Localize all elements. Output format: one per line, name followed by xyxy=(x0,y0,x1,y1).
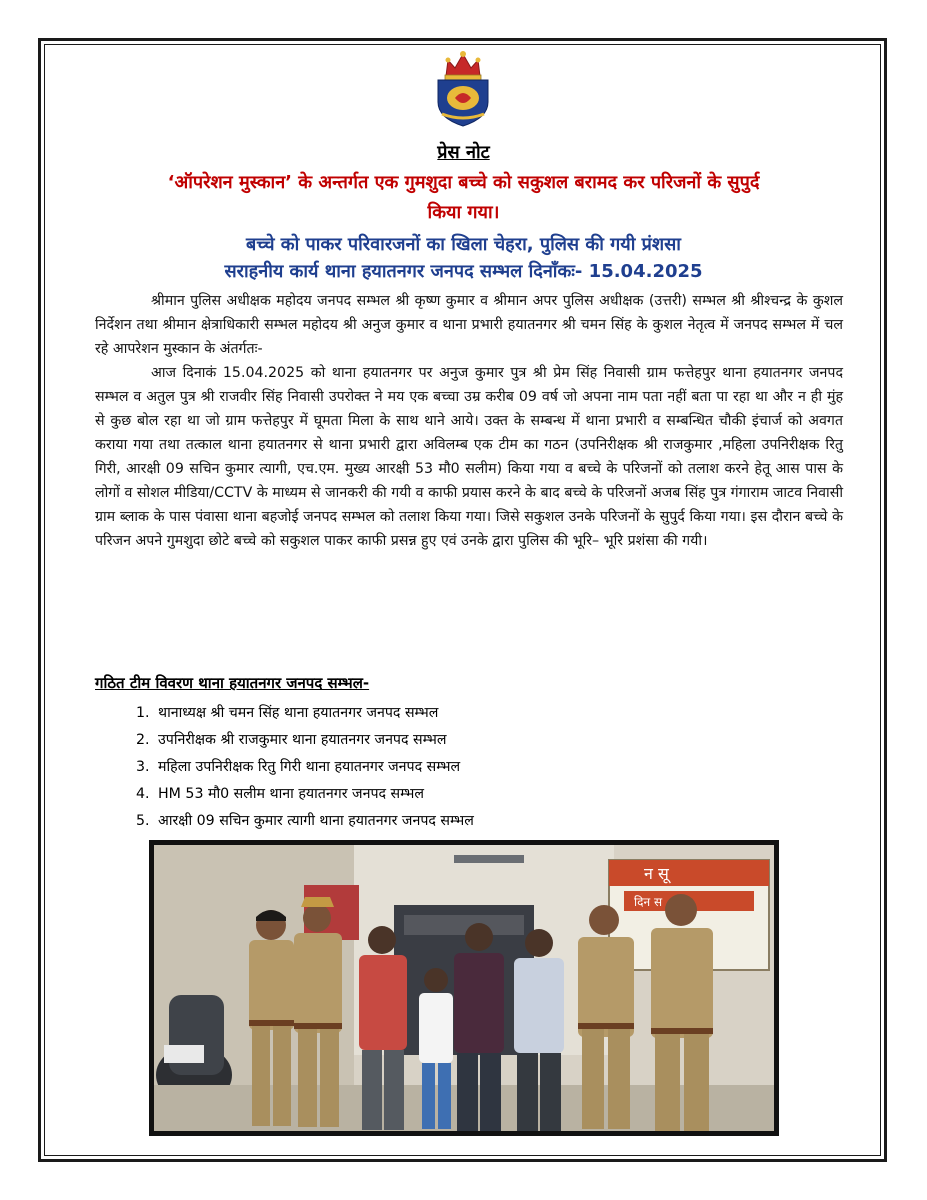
group-photo xyxy=(149,840,779,1136)
headline-line2: किया गया। xyxy=(427,202,500,223)
sign-text: न सू xyxy=(644,864,669,883)
sign-text-2: दिन स xyxy=(634,895,663,909)
list-item: 1. थानाध्यक्ष श्री चमन सिंह थाना हयातनगर जनपद सम्भल xyxy=(136,705,439,721)
press-note-title: प्रेस नोट xyxy=(437,142,490,163)
list-item: 2. उपनिरीक्षक श्री राजकुमार थाना हयातनगर जनपद सम्भल xyxy=(136,732,447,748)
team-heading: गठित टीम विवरण थाना हयातनगर जनपद सम्भल- xyxy=(95,674,370,692)
list-item: 3. महिला उपनिरीक्षक रितु गिरी थाना हयातनगर जनपद सम्भल xyxy=(136,759,461,775)
subheadline: बच्चे को पाकर परिवारजनों का खिला चेहरा, पुलिस की गयी प्रंशसा xyxy=(246,234,681,255)
list-item: 5. आरक्षी 09 सचिन कुमार त्यागी थाना हयातनगर जनपद सम्भल xyxy=(136,813,474,829)
paragraph-intro: श्रीमान पुलिस अधीक्षक महोदय जनपद सम्भल श्री कृष्ण कुमार व श्रीमान अपर पुलिस अधीक्षक (उत्तरी) सम्भल श्री श्रीश्चन्द्र के कुशल निर्देशन तथा श्रीमान क्षेत्राधिकारी सम्भल महोदय श्री अनुज कुमार व थाना प्रभारी हयातनगर श्री चमन सिंह के कुशल नेतृत्व में जनपद सम्भल में चल रहे आपरेशन मुस्कान के अंतर्गतः- xyxy=(95,293,843,357)
up-police-emblem-icon xyxy=(428,50,498,128)
headline xyxy=(110,168,817,228)
press-body xyxy=(95,289,843,553)
credit-line: सराहनीय कार्य थाना हयातनगर जनपद सम्भल दिनाँकः- 15.04.2025 xyxy=(224,261,703,282)
group-photo-illustration xyxy=(154,845,774,1131)
paragraph-details: आज दिनाकं 15.04.2025 को थाना हयातनगर पर अनुज कुमार पुत्र श्री प्रेम सिंह निवासी ग्राम फत्तेहपुर थाना हयातनगर जनपद सम्भल व अतुल पुत्र श्री राजवीर सिंह निवासी उपरोक्त ने मय एक बच्चा उम्र करीब 09 वर्ष जो अपना नाम पता नहीं बता पा रहा था और न ही मुंह से कुछ बोल रहा था जो ग्राम फत्तेहपुर में घूमता मिला के साथ थाने आये। उक्त के सम्बन्ध में थाना प्रभारी व सम्बन्धित चौकी इंचार्ज को अवगत कराया गया तथा तत्काल थाना हयातनगर से थाना प्रभारी द्वारा अविलम्ब एक टीम का गठन (उपनिरीक्षक श्री राजकुमार ,महिला उपनिरीक्षक रितु गिरी, आरक्षी 09 सचिन कुमार त्यागी, एच.एम. मुख्य आरक्षी 53 मौ0 सलीम) किया गया व बच्चे के परिजनों को तलाश करने हेतू आस पास के लोगों व सोशल मीडिया/CCTV के माध्यम से जानकरी की गयी व काफी प्रयास करने के बाद बच्चे के परिजनों अजब सिंह पुत्र गंगाराम जाटव निवासी ग्राम ब्लाक के पास पंवासा थाना बहजोई जनपद सम्भल को तलाश किया गया। जिसे सकुशल उनके परिजनों के सुपुर्द किया गया। इस दौरान बच्चे के परिजन अपने गुमशुदा छोटे बच्चे को सकुशल पाकर काफी प्रसन्न हुए एवं उनके द्वारा पुलिस की भूरि– भूरि प्रशंसा की गयी। xyxy=(95,365,843,549)
team-list xyxy=(120,700,474,835)
list-item: 4. HM 53 मौ0 सलीम थाना हयातनगर जनपद सम्भल xyxy=(136,786,424,802)
headline-line1: ‘ऑपरेशन मुस्कान’ के अन्तर्गत एक गुमशुदा बच्चे को सकुशल बरामद कर परिजनों के सुपुर्द xyxy=(167,172,760,193)
